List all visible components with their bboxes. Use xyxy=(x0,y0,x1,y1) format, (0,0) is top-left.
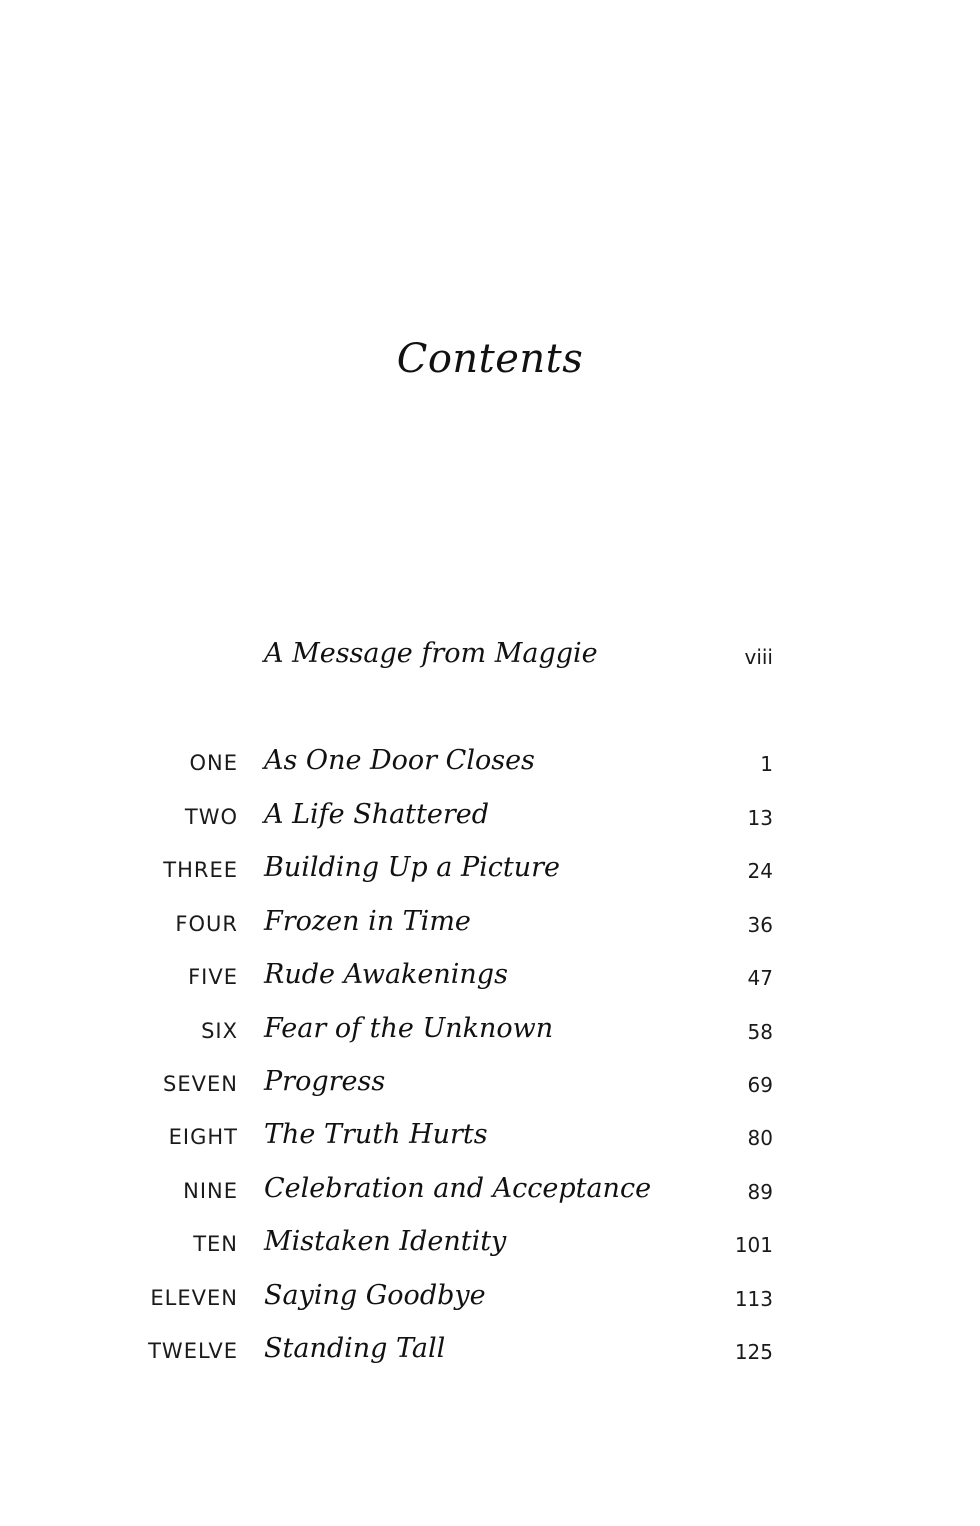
chapter-page-number: 36 xyxy=(747,913,773,937)
chapter-page-number: 13 xyxy=(747,806,773,830)
chapter-page-number: 1 xyxy=(760,752,773,776)
toc-entry-nine[interactable] xyxy=(0,1171,980,1211)
chapter-ordinal: NINE xyxy=(183,1179,238,1203)
toc-entry-eleven[interactable] xyxy=(0,1278,980,1318)
chapter-title: Saying Goodbye xyxy=(264,1280,486,1311)
chapter-title: Building Up a Picture xyxy=(264,852,561,883)
chapter-page-number: 47 xyxy=(747,966,773,990)
chapter-page-number: 69 xyxy=(747,1073,773,1097)
toc-entry-four[interactable] xyxy=(0,904,980,944)
chapter-page-number: 80 xyxy=(747,1126,773,1150)
page-title xyxy=(0,336,980,382)
toc-preface-entry[interactable] xyxy=(0,636,980,676)
chapter-page-number: 89 xyxy=(747,1180,773,1204)
chapter-ordinal: SIX xyxy=(201,1019,238,1043)
chapter-ordinal: ELEVEN xyxy=(150,1286,238,1310)
chapter-title: Mistaken Identity xyxy=(264,1226,507,1257)
toc-entry-three[interactable] xyxy=(0,850,980,890)
chapter-title: A Life Shattered xyxy=(264,799,490,830)
page-title-text: Contents xyxy=(396,336,584,382)
toc-entry-twelve[interactable] xyxy=(0,1331,980,1371)
preface-page-number: viii xyxy=(744,645,773,669)
chapter-page-number: 101 xyxy=(734,1233,773,1257)
chapter-page-number: 113 xyxy=(734,1287,773,1311)
chapter-title: Fear of the Unknown xyxy=(264,1013,554,1044)
toc-entry-five[interactable] xyxy=(0,957,980,997)
chapter-title: The Truth Hurts xyxy=(264,1119,488,1150)
chapter-ordinal: TWELVE xyxy=(148,1339,238,1363)
chapter-page-number: 24 xyxy=(747,859,773,883)
toc-entry-eight[interactable] xyxy=(0,1117,980,1157)
chapter-ordinal: THREE xyxy=(163,858,238,882)
chapter-title: Progress xyxy=(264,1066,386,1097)
toc-entry-seven[interactable] xyxy=(0,1064,980,1104)
chapter-page-number: 58 xyxy=(747,1020,773,1044)
toc-entry-one[interactable] xyxy=(0,743,980,783)
chapter-title: Celebration and Acceptance xyxy=(264,1173,652,1204)
chapter-title: Frozen in Time xyxy=(264,906,471,937)
chapter-page-number: 125 xyxy=(734,1340,773,1364)
chapter-ordinal: FOUR xyxy=(175,912,238,936)
chapter-ordinal: SEVEN xyxy=(163,1072,238,1096)
chapter-ordinal: TEN xyxy=(193,1232,238,1256)
preface-title: A Message from Maggie xyxy=(264,638,598,669)
toc-entry-six[interactable] xyxy=(0,1011,980,1051)
chapter-title: Rude Awakenings xyxy=(264,959,508,990)
toc-entry-two[interactable] xyxy=(0,797,980,837)
toc-entry-ten[interactable] xyxy=(0,1224,980,1264)
chapter-title: As One Door Closes xyxy=(264,745,535,776)
chapter-ordinal: ONE xyxy=(189,751,238,775)
chapter-title: Standing Tall xyxy=(264,1333,446,1364)
chapter-ordinal: FIVE xyxy=(188,965,238,989)
chapter-ordinal: TWO xyxy=(184,805,238,829)
chapter-ordinal: EIGHT xyxy=(168,1125,238,1149)
